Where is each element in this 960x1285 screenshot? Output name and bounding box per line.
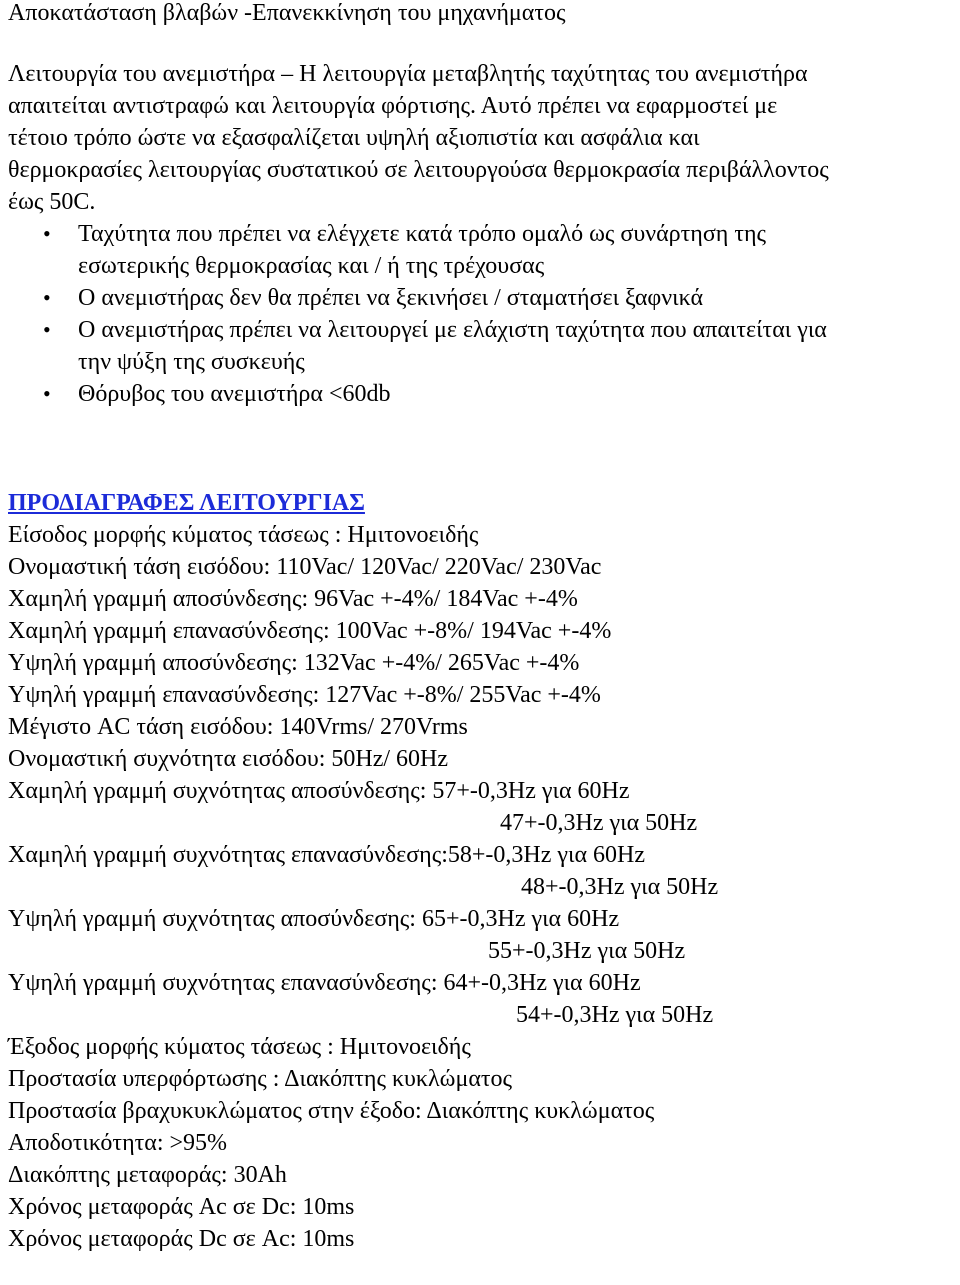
low-frequency-disconnect-50hz-spec: 47+-0,3Hz για 50Hz <box>500 810 698 836</box>
short-circuit-protection-spec: Προστασία βραχυκυκλώματος στην έξοδο: Διακόπτης κυκλώματος <box>8 1098 655 1124</box>
high-frequency-reconnect-50hz-spec: 54+-0,3Hz για 50Hz <box>516 1002 714 1028</box>
list-item <box>8 282 956 314</box>
bullet-marker: • <box>43 221 51 246</box>
list-item <box>8 218 956 282</box>
list-item-text: Ο ανεμιστήρας πρέπει να λειτουργεί με ελάχιστη ταχύτητα που απαιτείται για <box>78 317 827 343</box>
list-item-text: την ψύξη της συσκευής <box>78 349 305 375</box>
paragraph-line: θερμοκρασίες λειτουργίας συστατικού σε λειτουργούσα θερμοκρασία περιβάλλοντος <box>8 157 829 183</box>
paragraph-line: Λειτουργία του ανεμιστήρα – Η λειτουργία μεταβλητής ταχύτητας του ανεμιστήρα <box>8 61 808 87</box>
paragraph-line: τέτοιο τρόπο ώστε να εξασφαλίζεται υψηλή αξιοπιστία και ασφάλια και <box>8 125 700 151</box>
document-page <box>8 0 956 1255</box>
high-frequency-disconnect-spec: Υψηλή γραμμή συχνότητας αποσύνδεσης: 65+-0,3Hz για 60Hz <box>8 906 620 932</box>
operation-specifications <box>8 487 956 1255</box>
list-item <box>8 378 956 410</box>
list-item <box>8 314 956 378</box>
high-line-disconnect-spec: Υψηλή γραμμή αποσύνδεσης: 132Vac +-4%/ 265Vac +-4% <box>8 650 580 676</box>
low-frequency-disconnect-spec: Χαμηλή γραμμή συχνότητας αποσύνδεσης: 57+-0,3Hz για 60Hz <box>8 778 630 804</box>
fan-operation-paragraph <box>8 58 956 218</box>
high-line-reconnect-spec: Υψηλή γραμμή επανασύνδεσης: 127Vac +-8%/ 255Vac +-4% <box>8 682 601 708</box>
bullet-marker: • <box>43 317 51 342</box>
low-line-disconnect-spec: Χαμηλή γραμμή αποσύνδεσης: 96Vac +-4%/ 184Vac +-4% <box>8 586 578 612</box>
list-item-text: εσωτερικής θερμοκρασίας και / ή της τρέχουσας <box>78 253 545 279</box>
bullet-marker: • <box>43 285 51 310</box>
nominal-frequency-spec: Ονομαστική συχνότητα εισόδου: 50Hz/ 60Hz <box>8 746 449 772</box>
paragraph-line: έως 50C. <box>8 189 96 215</box>
fan-requirements-list <box>8 218 956 410</box>
list-item-text: Ταχύτητα που πρέπει να ελέγχετε κατά τρόπο ομαλό ως συνάρτηση της <box>78 221 767 247</box>
overload-protection-spec: Προστασία υπερφόρτωσης : Διακόπτης κυκλώματος <box>8 1066 513 1092</box>
transfer-time-dc-ac-spec: Χρόνος μεταφοράς Dc σε Ac: 10ms <box>8 1226 355 1252</box>
transfer-switch-spec: Διακόπτης μεταφοράς: 30Ah <box>8 1162 287 1188</box>
list-item-text: Ο ανεμιστήρας δεν θα πρέπει να ξεκινήσει / σταματήσει ξαφνικά <box>78 285 704 311</box>
list-item-text: Θόρυβος του ανεμιστήρα <60db <box>78 381 391 407</box>
low-frequency-reconnect-50hz-spec: 48+-0,3Hz για 50Hz <box>521 874 719 900</box>
nominal-input-voltage-spec: Ονομαστική τάση εισόδου: 110Vac/ 120Vac/ 220Vac/ 230Vac <box>8 554 602 580</box>
paragraph-line: απαιτείται αντιστραφώ και λειτουργία φόρτισης. Αυτό πρέπει να εφαρμοστεί με <box>8 93 778 119</box>
specifications-title: ΠΡΟΔΙΑΓΡΑΦΕΣ ΛΕΙΤΟΥΡΓΙΑΣ <box>8 490 365 516</box>
bullet-marker: • <box>43 381 51 406</box>
output-waveform-spec: Έξοδος μορφής κύματος τάσεως : Ημιτονοειδής <box>8 1034 471 1060</box>
max-ac-input-spec: Μέγιστο AC τάση εισόδου: 140Vrms/ 270Vrms <box>8 714 468 740</box>
high-frequency-disconnect-50hz-spec: 55+-0,3Hz για 50Hz <box>488 938 686 964</box>
document-heading: Αποκατάσταση βλαβών -Επανεκκίνηση του μηχανήματος <box>8 0 566 26</box>
input-waveform-spec: Είσοδος μορφής κύματος τάσεως : Ημιτονοειδής <box>8 522 479 548</box>
low-line-reconnect-spec: Χαμηλή γραμμή επανασύνδεσης: 100Vac +-8%/ 194Vac +-4% <box>8 618 612 644</box>
low-frequency-reconnect-spec: Χαμηλή γραμμή συχνότητας επανασύνδεσης:58+-0,3Hz για 60Hz <box>8 842 646 868</box>
high-frequency-reconnect-spec: Υψηλή γραμμή συχνότητας επανασύνδεσης: 64+-0,3Hz για 60Hz <box>8 970 641 996</box>
transfer-time-ac-dc-spec: Χρόνος μεταφοράς Ac σε Dc: 10ms <box>8 1194 355 1220</box>
efficiency-spec: Αποδοτικότητα: >95% <box>8 1130 228 1156</box>
